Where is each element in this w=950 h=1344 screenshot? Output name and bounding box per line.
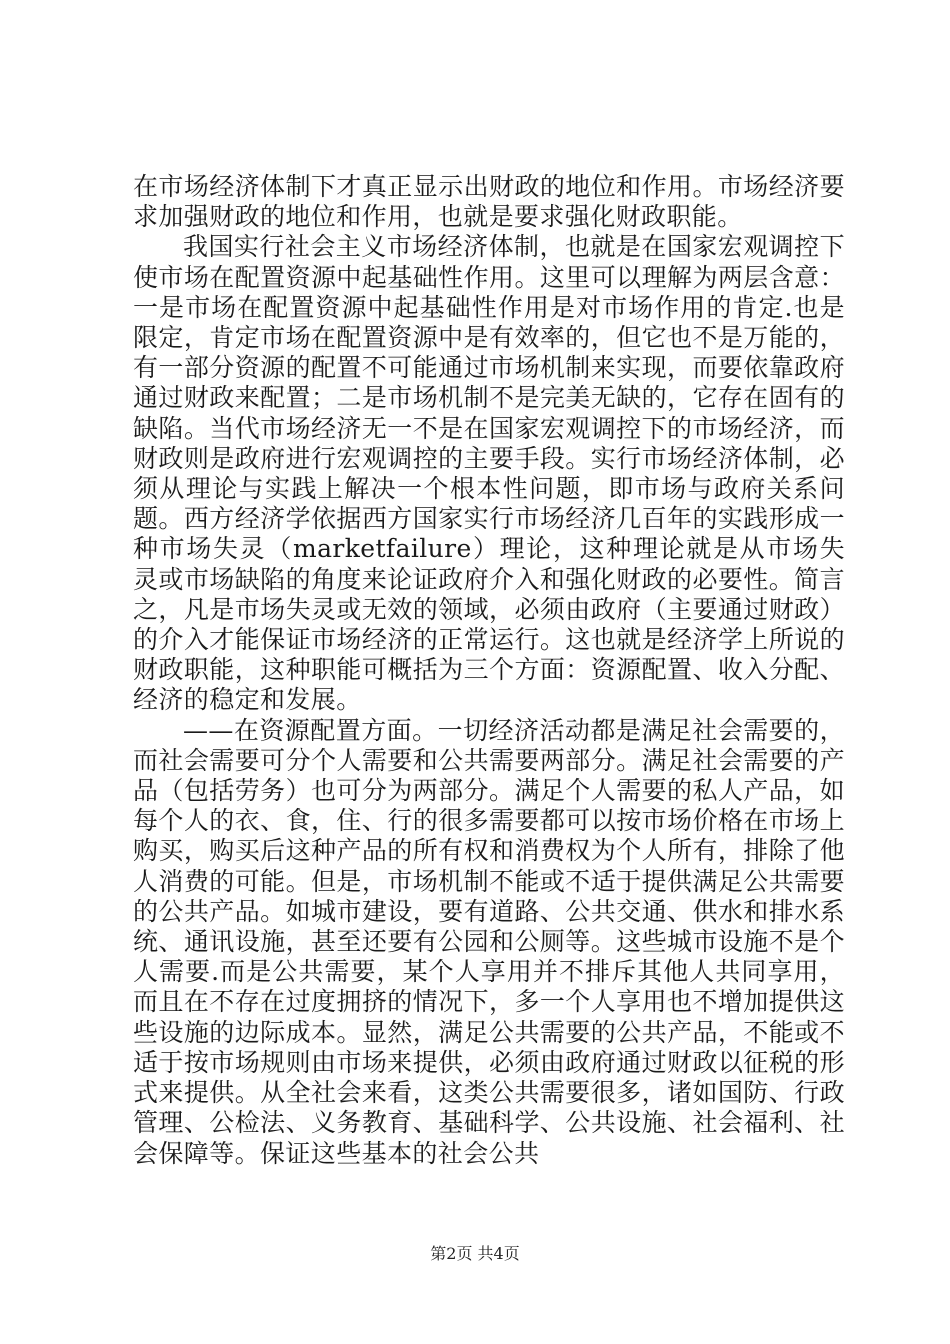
paragraph-1: 在市场经济体制下才真正显示出财政的地位和作用。市场经济要求加强财政的地位和作用，也就是要求强化财政职能。 xyxy=(133,172,845,232)
paragraph-2: 我国实行社会主义市场经济体制，也就是在国家宏观调控下使市场在配置资源中起基础性作用。这里可以理解为两层含意：一是市场在配置资源中起基础性作用是对市场作用的肯定.也是限定，肯定市场在配置资源中是有效率的，但它也不是万能的，有一部分资源的配置不可能通过市场机制来实现，而要依靠政府通过财政来配置；二是市场机制不是完美无缺的，它存在固有的缺陷。当代市场经济无一不是在国家宏观调控下的市场经济，而财政则是政府进行宏观调控的主要手段。实行市场经济体制，必须从理论与实践上解决一个根本性问题，即市场与政府关系问题。西方经济学依据西方国家实行市场经济几百年的实践形成一种市场失灵（marketfailure）理论，这种理论就是从市场失灵或市场缺陷的角度来论证政府介入和强化财政的必要性。简言之，凡是市场失灵或无效的领域，必须由政府（主要通过财政）的介入才能保证市场经济的正常运行。这也就是经济学上所说的财政职能，这种职能可概括为三个方面：资源配置、收入分配、经济的稳定和发展。 xyxy=(133,232,845,715)
page-footer: 第2页 共4页 xyxy=(430,1244,520,1263)
paragraph-3: ——在资源配置方面。一切经济活动都是满足社会需要的，而社会需要可分个人需要和公共需要两部分。满足社会需要的产品（包括劳务）也可分为两部分。满足个人需要的私人产品，如每个人的衣、食，住、行的很多需要都可以按市场价格在市场上购买，购买后这种产品的所有权和消费权为个人所有，排除了他人消费的可能。但是，市场机制不能或不适于提供满足公共需要的公共产品。如城市建设，要有道路、公共交通、供水和排水系统、通讯设施，甚至还要有公园和公厕等。这些城市设施不是个人需要.而是公共需要，某个人享用并不排斥其他人共同享用，而且在不存在过度拥挤的情况下，多一个人享用也不增加提供这些设施的边际成本。显然，满足公共需要的公共产品，不能或不适于按市场规则由市场来提供，必须由政府通过财政以征税的形式来提供。从全社会来看，这类公共需要很多，诸如国防、行政管理、公检法、义务教育、基础科学、公共设施、社会福利、社会保障等。保证这些基本的社会公共 xyxy=(133,715,845,1168)
document-body xyxy=(133,172,845,1169)
